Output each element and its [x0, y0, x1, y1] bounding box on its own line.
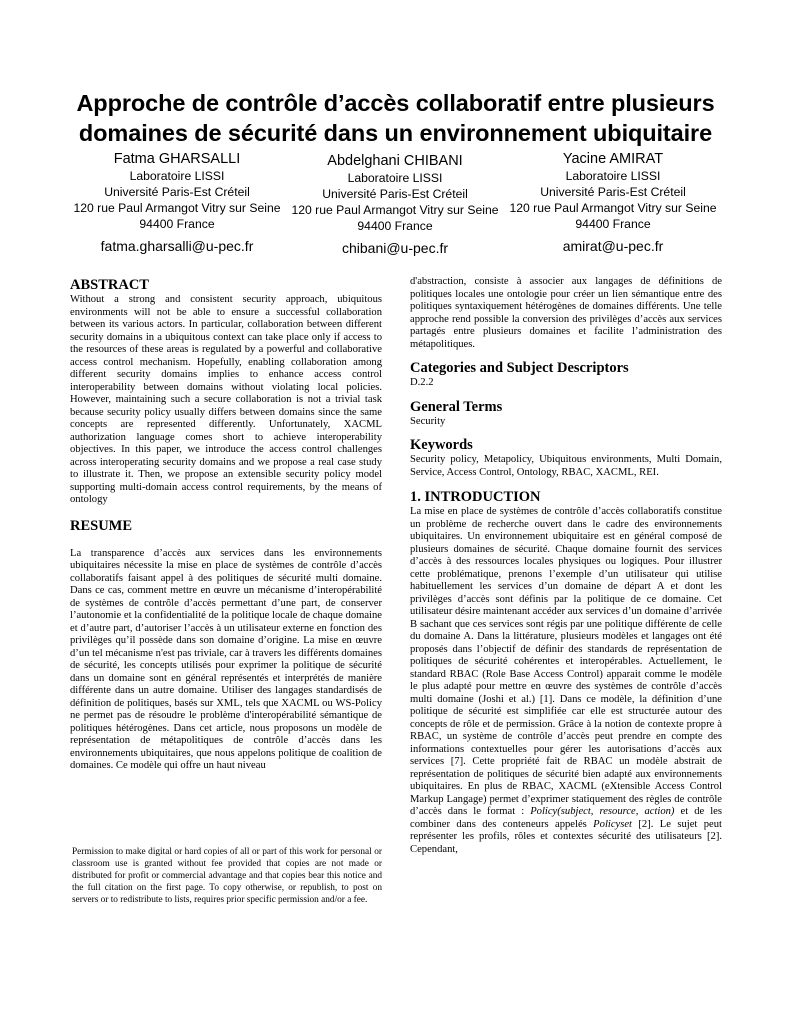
categories-text: D.2.2 — [410, 377, 434, 388]
author-block — [498, 150, 728, 255]
permission-note: Permission to make digital or hard copies of all or part of this work for personal or classroom use is granted without fee provided that copies are not made or distributed for profit or commercial advantage and that copies bear this notice and the full citation on the first page. To copy otherwise, or republish, to post on servers or to redistribute to lists, requires prior specific permission and/or a fee. — [72, 847, 382, 905]
right-column — [410, 276, 722, 856]
author-city: 94400 France — [357, 219, 433, 233]
author-email: amirat@u-pec.fr — [562, 238, 664, 254]
author-city: 94400 France — [575, 217, 651, 231]
general-terms-heading: General Terms — [410, 398, 503, 415]
author-block — [62, 150, 292, 255]
keywords-heading: Keywords — [410, 437, 473, 453]
introduction-text-a: La mise en place de systèmes de contrôle d’accès collaboratifs constitue un problème de recherche ouvert dans le cadre des environnements ubiquitaires. Un environnement ubiquitaire est en général composé de plusieurs domaines de sécurité. Chaque domaine fournit des services d’accès à des ressources locales physiques ou logiques. Pour illustrer cette problématique, prenons l’exemple d’un utilisateur qui utilise habituellement les services d’un domaine de départ A et dont les privilèges d’accès sont définis par la politique de ce domaine. Cet utilisateur désire maintenant accéder aux services d’un domaine d’arrivée B sachant que ces services sont régis par une politique différente de celle du domaine A. Dans la littérature, plusieurs modèles et langages ont été proposés dans l’objectif de définir des standards de représentation de politiques de sécurité cohérentes et interopérables. Actuellement, le standard RBAC (Role Base Access Control) apparait comme le modèle le plus adapté pour mettre en œuvre des systèmes de contrôle d’accès multi domaine (Joshi et al.) [1]. Dans ce modèle, la définition d’une politique de sécurité est simplifiée car elle est structurée autour des concepts de rôle et de permission. Grâce à la notion de contexte propre à RBAC, un système de contrôle d’accès peut prendre en compte des informations contextuelles pour gérer les autorisations d’accès aux services [7]. Cette propriété fait de RBAC un modèle abstrait de représentation de politiques de sécurité bien adapté aux environnements ubiquitaires. En plus de RBAC, XACML (eXtensible Access Control Markup Langage) permet d’exprimer statiquement des règles de contrôle d’accès dans le format : — [410, 506, 722, 817]
author-name: Yacine AMIRAT — [562, 151, 664, 167]
categories-heading: Categories and Subject Descriptors — [410, 360, 629, 376]
author-name: Fatma GHARSALLI — [113, 151, 241, 167]
author-university: Université Paris-Est Créteil — [540, 185, 686, 199]
author-lab: Laboratoire LISSI — [347, 171, 443, 185]
general-terms-text: Security — [410, 415, 446, 427]
resume-text: La transparence d’accès aux services dans les environnements ubiquitaires nécessite la mise en place de systèmes de contrôle d’accès collaboratifs faisant appel à des politiques de sécurité multi domaine. Dans ce cas, comment mettre en œuvre un mécanisme d’interopérabilité de systèmes de contrôle d’accès permettant d’une part, de conserver l’autonomie et la confidentialité de la politique locale de chaque domaine et d’autre part, d’autoriser l’accès à un utilisateur externe en fonction des privilèges qu’il possède dans son domaine d’origine. La mise en œuvre d’un tel mécanisme n'est pas triviale, car à travers les différents domaines de sécurité, les concepts utilisés pour exprimer la politique de sécurité dans un domaine sont en général représentés et interprétés de manière différente dans un autre domaine. Utiliser des langages standardisés de définition de politiques, basés sur XML, tels que XACML ou WS-Policy ne permet pas de résoudre le problème d'interopérabilité sémantique de politiques hétérogènes. Dans cet article, nous proposons un modèle de représentation de métapolitiques de contrôle d’accès dans les environnements ubiquitaires, que nous appelons politique de coalition de domaines. Ce modèle qui offre un haut niveau — [70, 547, 382, 771]
author-address: 120 rue Paul Armangot Vitry sur Seine — [291, 203, 499, 217]
abstract-heading: ABSTRACT — [70, 277, 149, 293]
introduction-text-b: et de les combiner dans des conteneurs appelés — [410, 806, 722, 830]
author-city: 94400 France — [139, 217, 215, 231]
author-lab: Laboratoire LISSI — [565, 169, 661, 183]
author-address: 120 rue Paul Armangot Vitry sur Seine — [73, 201, 281, 215]
author-address: 120 rue Paul Armangot Vitry sur Seine — [509, 201, 717, 215]
author-university: Université Paris-Est Créteil — [104, 185, 250, 199]
title-line-1: Approche de contrôle d’accès collaboratif entre plusieurs — [76, 90, 715, 116]
title-line-2: domaines de sécurité dans un environnement ubiquitaire — [78, 120, 713, 146]
paper-title — [40, 88, 751, 148]
resume-heading: RESUME — [70, 517, 133, 534]
introduction-heading: 1. INTRODUCTION — [410, 489, 541, 505]
author-lab: Laboratoire LISSI — [129, 169, 225, 183]
introduction-text — [410, 506, 722, 856]
author-block — [280, 152, 510, 257]
policy-format: Policy(subject, resource, action) — [530, 806, 675, 817]
author-email: fatma.gharsalli@u-pec.fr — [100, 238, 254, 254]
author-university: Université Paris-Est Créteil — [322, 187, 468, 201]
resume-continued: d'abstraction, consiste à associer aux langages de définitions de politiques locales une ontologie pour créer un lien sémantique entre des politiques syntaxiquement hétérogènes de domaines différents. Une telle approche rend possible la conversion des privilèges d’accès aux services partagés entre plusieurs domaines et facilite l’administration des métapolitiques. — [410, 276, 722, 350]
author-name: Abdelghani CHIBANI — [327, 153, 463, 169]
left-column — [70, 276, 382, 773]
keywords-text: Security policy, Metapolicy, Ubiquitous environments, Multi Domain, Service, Access Control, Ontology, RBAC, XACML, REI. — [410, 454, 722, 478]
abstract-text: Without a strong and consistent security approach, ubiquitous environments will not be able to ensure a successful collaboration between its various actors. In particular, collaboration between different security domains in a ubiquitous context can take place only if access to the resources of these areas is regulated by a powerful and collaborative access control mechanism. Hopefully, enabling collaboration among different security domains implies to enhance access control interoperability between domains without violating local policies. However, maintaining such a secure collaboration is not a trivial task because security policy usually differs between domains since the same concepts are represented differently. Unfortunately, XACML authorization language comes short to achieve interoperability objectives. In this paper, we introduce the access control challenges across interoperating security domains and we propose a real case study to illustrate it. Then, we propose an extensible security policy model supporting multi-domain access control requirements, by the means of ontology — [70, 294, 382, 505]
policyset-term: Policyset — [593, 818, 632, 830]
introduction-text-c: [2]. Le sujet peut représenter les profils, rôles et contextes sécurité des utilisateurs [2]. Cependant, — [410, 818, 722, 855]
author-email: chibani@u-pec.fr — [341, 240, 449, 256]
